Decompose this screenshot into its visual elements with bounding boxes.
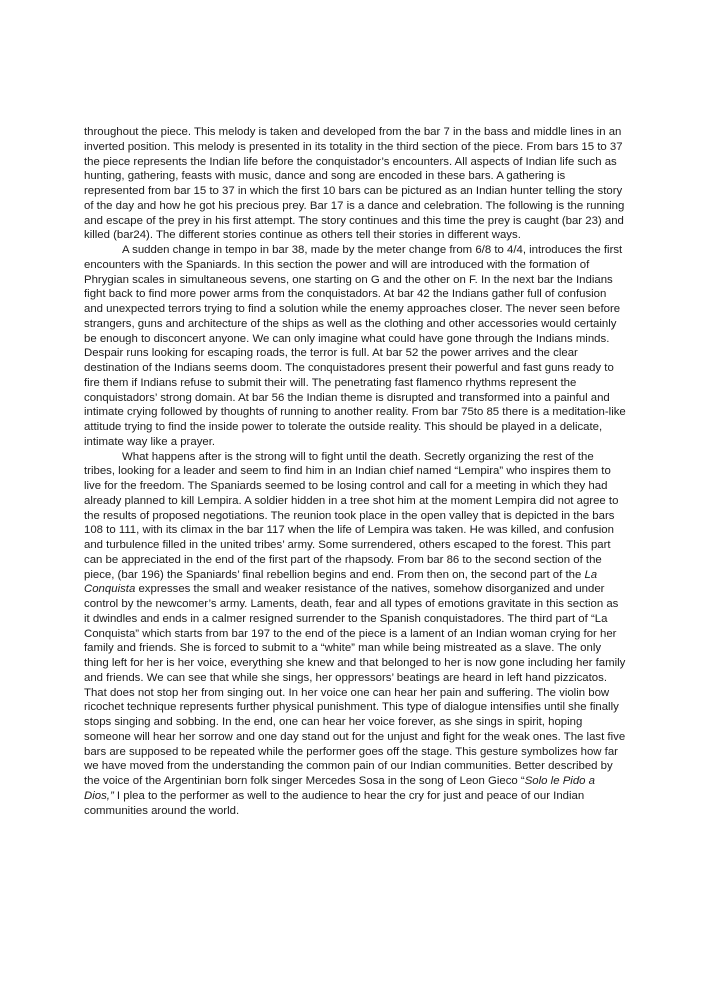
paragraph-2-text: A sudden change in tempo in bar 38, made by the meter change from 6/8 to 4/4, introduces the first encounters with the Spaniards. In this section the power and will are introduced with the formation of Phrygian scales in simultaneous sevens, one starting on G and the other on F. In the next bar the Indians fight back to find more power arms from the conquistadors. At bar 42 the Indians gather full of confusion and unexpected terrors trying to find a solution while the enemy approaches closer. The never seen before strangers, guns and architecture of the ships as well as the clothing and other accessories would certainly be enough to disconcert anyone. We can only imagine what could have gone through the Indians minds. Despair runs looking for escaping roads, the terror is full. At bar 52 the power arrives and the clear destination of the Indians seems doom. The conquistadores present their powerful and fast guns ready to fire them if Indians refuse to submit their will. The penetrating fast flamenco rhythms represent the conquistadors’ strong domain. At bar 56 the Indian theme is disrupted and transformed into a painful and intimate crying followed by thoughts of running to another reality. From bar 75to 85 there is a meditation-like attitude trying to find the inside power to tolerate the outside reality. This should be played in a delicate, intimate way like a prayer. (84, 244, 626, 448)
paragraph-3 (84, 450, 626, 819)
title-la-conquista: La Conquista (84, 568, 598, 596)
paragraph-3-text-part-3: I plea to the performer as well to the audience to hear the cry for just and peace of our Indian communities around the world. (84, 789, 585, 817)
paragraph-2 (84, 243, 626, 450)
song-title: Solo le Pido a Dios,” (84, 775, 595, 802)
body-text (84, 125, 626, 818)
paragraph-1-text: throughout the piece. This melody is taken and developed from the bar 7 in the bass and middle lines in an inverted position. This melody is presented in its totality in the third section of the piece. From bars 15 to 37 the piece represents the Indian life before the conquistador’s encounters. All aspects of Indian life such as hunting, gathering, feasts with music, dance and song are encoded in these bars. A gathering is represented from bar 15 to 37 in which the first 10 bars can be pictured as an Indian hunter telling the story of the day and how he got his precious prey. Bar 17 is a dance and celebration. The following is the running and escape of the prey in his first attempt. The story continues and this time the prey is caught (bar 23) and killed (bar24). The different stories continue as others tell their stories in different ways. (84, 126, 625, 242)
paragraph-3-text-part-1: What happens after is the strong will to fight until the death. Secretly organizing the rest of the tribes, looking for a leader and seem to find him in an Indian chief named “Lempira” who inspires them to live for the freedom. The Spaniards seemed to be losing control and call for a meeting in which they had already planned to kill Lempira. A soldier hidden in a tree shot him at the moment Lempira did not agree to the results of proposed negotiations. The reunion took place in the open valley that is depicted in the bars 108 to 111, with its climax in the bar 117 when the life of Lempira was taken. He was killed, and confusion and turbulence filled in the united tribes’ army. Some surrendered, others escaped to the forest. This part can be appreciated in the end of the first part of the rhapsody. From bar 86 to the second section of the piece, (bar 196) the Spaniards’ final rebellion begins and end. From then on, the second part of the (84, 450, 619, 581)
paragraph-1 (84, 125, 626, 243)
paragraph-3-text-part-2: expresses the small and weaker resistance of the natives, somehow disorganized and under control by the newcomer’s army. Laments, death, fear and all types of emotions gravitate in this section as it dwindles and ends in a calmer resigned surrender to the Spanish conquistadores. The third part of “La Conquista” which starts from bar 197 to the end of the piece is a lament of an Indian woman crying for her family and friends. She is forced to submit to a “white” man while being mistreated as a slave. The only thing left for her is her voice, everything she knew and that belonged to her is now gone including her family and friends. We can see that while she sings, her oppressors’ beatings are heard in left hand pizzicatos. That does not stop her from singing out. In her voice one can hear her pain and suffering. The violin bow ricochet technique represents further physical punishment. This type of dialogue intensifies until she finally stops singing and sobbing. In the end, one can hear her voice forever, as she sings in spirit, hoping someone will hear her sorrow and one day stand out for the unjust and fight for the weak ones. The last five bars are supposed to be repeated while the performer goes off the stage. This gesture symbolizes how far we have moved from the understanding the common pain of our Indian communities. Better described by the voice of the Argentinian born folk singer Mercedes Sosa in the song of Leon Gieco “ (84, 583, 626, 787)
